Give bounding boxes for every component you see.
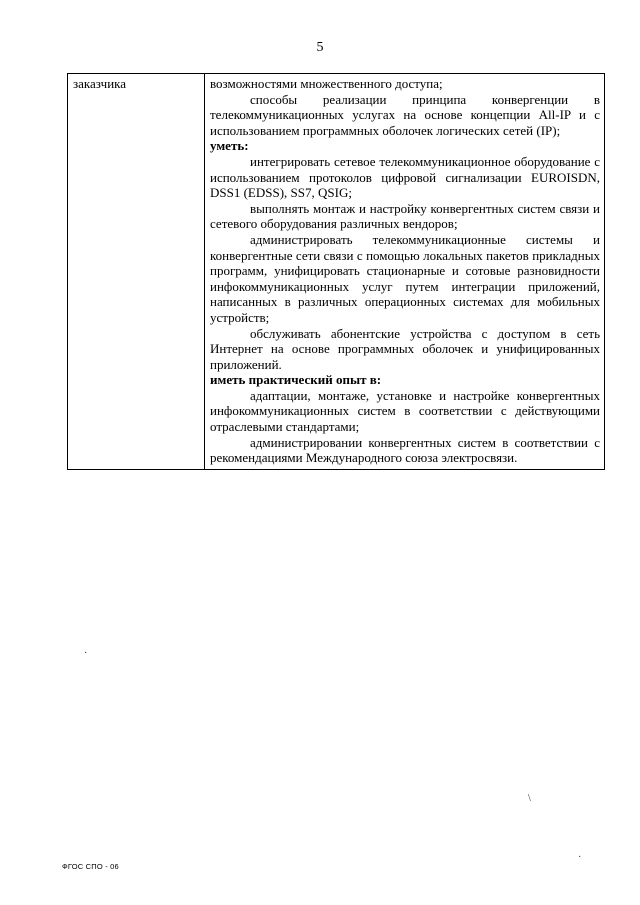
paragraph: возможностями множественного доступа; <box>210 76 443 91</box>
paragraph: адаптации, монтаже, установке и настройке конвергентных инфокоммуникационных систем в соответствии с действующими отраслевыми стандартами; <box>210 387 600 435</box>
competency-table <box>67 73 605 470</box>
paragraph: способы реализации принципа конвергенции в телекоммуникационных услугах на основе концепции All-IP и с использованием программных оболочек логических сетей (IP); <box>210 91 600 138</box>
section-heading: иметь практический опыт в: <box>210 372 382 388</box>
paragraph: выполнять монтаж и настройку конвергентных систем связи и сетевого оборудования различных вендоров; <box>210 200 600 232</box>
scan-speck: \ <box>528 793 531 804</box>
left-cell: заказчика <box>68 74 205 470</box>
section-heading: уметь: <box>210 138 249 154</box>
scan-speck: · <box>84 648 88 659</box>
paragraph: обслуживать абонентские устройства с доступом в сеть Интернет на основе программных оболочек и унифицированных приложений. <box>210 325 600 372</box>
table-row <box>68 74 605 470</box>
paragraph: администрировать телекоммуникационные системы и конвергентные сети связи с помощью локальных пакетов прикладных программ, унифицировать стационарные и сотовые разновидности инфокоммуникационных услуг путем интеграции приложений, написанных в различных операционных системах для мобильных устройств; <box>210 231 600 325</box>
right-cell <box>205 74 605 470</box>
paragraph: интегрировать сетевое телекоммуникационное оборудование с использованием протоколов цифровой сигнализации EUROISDN, DSS1 (EDSS), SS7, QSIG; <box>210 153 600 201</box>
paragraph: администрировании конвергентных систем в соответствии с рекомендациями Международного союза электросвязи. <box>210 434 600 466</box>
page-number: 5 <box>316 40 324 55</box>
scan-speck: · <box>578 852 582 863</box>
footer-code: ФГОС СПО - 06 <box>62 862 119 871</box>
